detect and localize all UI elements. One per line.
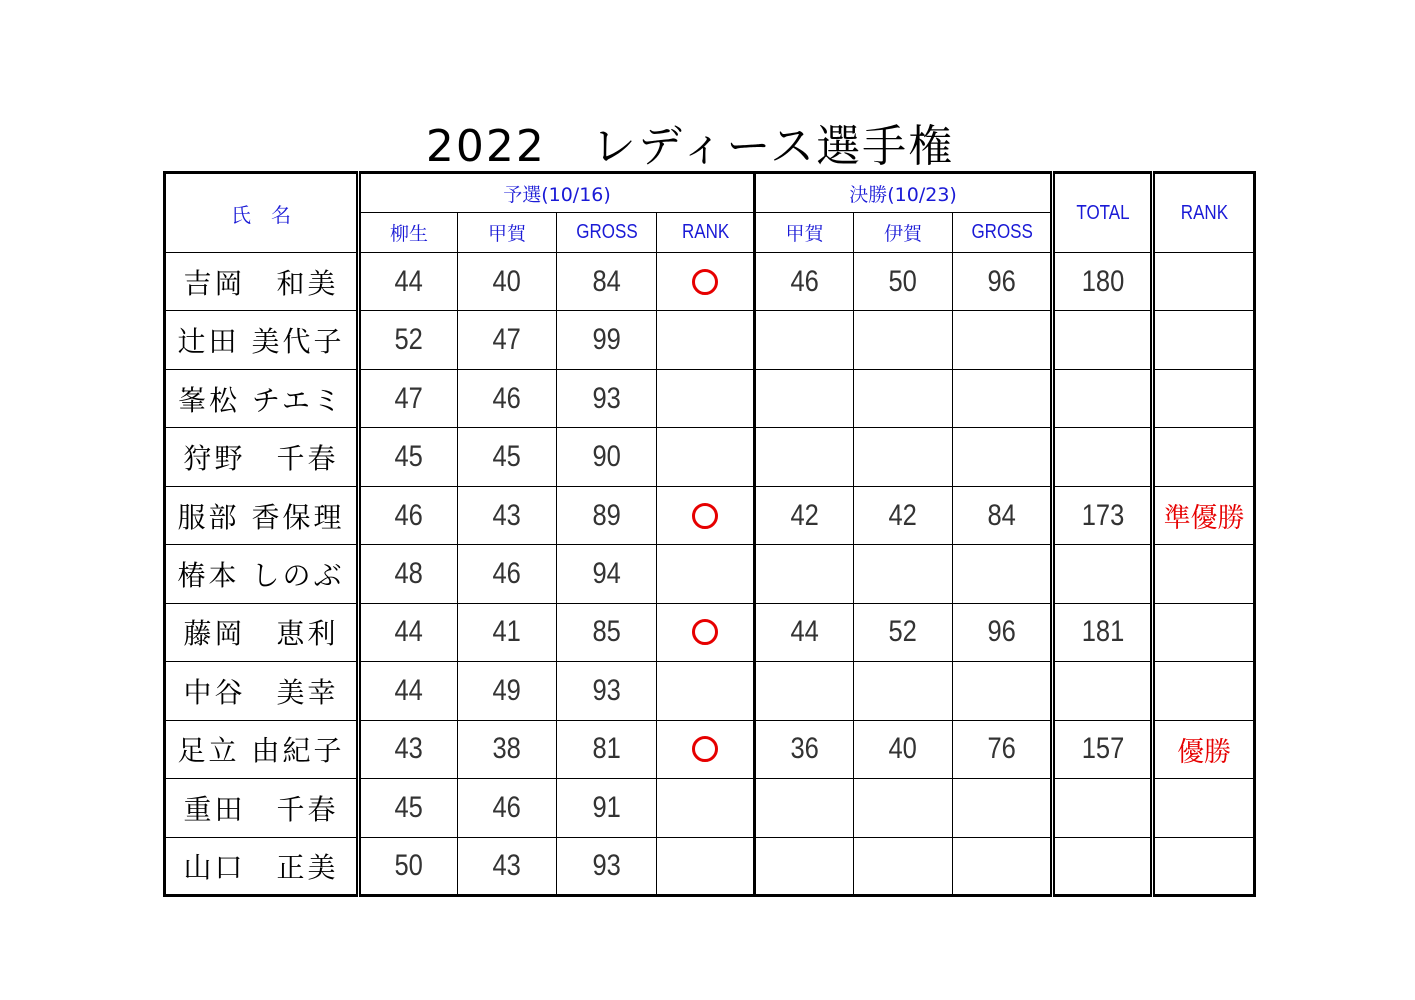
cell-final-gross	[953, 545, 1053, 603]
cell-qualifier-gross-value: 94	[592, 556, 621, 590]
cell-rank: 優勝	[1153, 720, 1255, 778]
cell-final-2-value: 50	[888, 264, 918, 298]
cell-qualifier-1-value: 44	[394, 615, 424, 649]
cell-total-value: 180	[1081, 264, 1124, 298]
cell-qualifier-gross	[557, 253, 657, 311]
cell-qualifier-2-value: 46	[492, 790, 522, 824]
cell-player-name: 峯松 チエミ	[165, 369, 359, 427]
cell-qualifier-1	[359, 253, 458, 311]
cell-final-gross	[953, 253, 1053, 311]
cell-final-1	[755, 545, 854, 603]
cell-final-gross	[953, 720, 1053, 778]
cell-final-gross	[953, 779, 1053, 837]
cell-qualifier-2-value: 47	[492, 323, 522, 357]
cell-qualifier-2	[458, 545, 557, 603]
cell-rank	[1153, 603, 1255, 661]
header-final: 決勝(10/23)	[755, 173, 1053, 213]
cell-qualifier-1	[359, 779, 458, 837]
cell-final-2	[854, 603, 953, 661]
cell-final-gross	[953, 486, 1053, 544]
cell-qualifier-gross	[557, 662, 657, 720]
cell-qualifier-1	[359, 662, 458, 720]
cell-rank	[1153, 369, 1255, 427]
cell-qualifier-1	[359, 369, 458, 427]
cell-player-name: 山口 正美	[165, 837, 359, 895]
cell-player-name: 服部 香保理	[165, 486, 359, 544]
cell-qualifier-gross	[557, 545, 657, 603]
cell-total	[1053, 720, 1153, 778]
cell-qualifier-1-value: 50	[394, 848, 424, 882]
cell-final-2	[854, 369, 953, 427]
header-q-col-2: 甲賀	[458, 213, 557, 253]
cell-qualifier-rank	[657, 311, 755, 369]
cell-qualifier-2	[458, 779, 557, 837]
cell-qualifier-gross-value: 85	[592, 615, 621, 649]
cell-final-1	[755, 662, 854, 720]
cell-player-name: 吉岡 和美	[165, 253, 359, 311]
cell-qualifier-gross-value: 93	[592, 381, 621, 415]
cell-qualifier-rank	[657, 720, 755, 778]
cell-final-1	[755, 486, 854, 544]
header-qualifier: 予選(10/16)	[359, 173, 755, 213]
cell-qualifier-2	[458, 311, 557, 369]
table-row	[165, 311, 1255, 369]
table-row	[165, 662, 1255, 720]
results-body	[165, 253, 1255, 896]
cell-total	[1053, 369, 1153, 427]
cell-qualifier-gross-value: 91	[592, 790, 621, 824]
cell-final-2	[854, 545, 953, 603]
cell-qualifier-rank	[657, 662, 755, 720]
advance-circle-icon	[692, 503, 718, 529]
cell-qualifier-1-value: 44	[394, 673, 424, 707]
cell-qualifier-1	[359, 720, 458, 778]
cell-qualifier-2	[458, 369, 557, 427]
cell-player-name: 中谷 美幸	[165, 662, 359, 720]
cell-qualifier-2-value: 46	[492, 556, 522, 590]
cell-final-2	[854, 779, 953, 837]
cell-qualifier-rank	[657, 837, 755, 895]
cell-qualifier-gross-value: 93	[592, 673, 621, 707]
table-row	[165, 486, 1255, 544]
cell-qualifier-2-value: 40	[492, 264, 522, 298]
cell-qualifier-1-value: 45	[394, 790, 424, 824]
cell-final-gross	[953, 662, 1053, 720]
cell-rank	[1153, 253, 1255, 311]
table-row	[165, 720, 1255, 778]
cell-final-gross-value: 84	[987, 498, 1016, 532]
cell-total-value: 157	[1081, 732, 1124, 766]
page-title: 2022 レディース選手権	[425, 121, 955, 172]
cell-qualifier-gross-value: 90	[592, 440, 621, 474]
cell-qualifier-gross	[557, 428, 657, 486]
advance-circle-icon	[692, 269, 718, 295]
results-table	[163, 171, 1256, 897]
header-name: 氏 名	[165, 173, 359, 253]
header-rank: RANK	[1160, 173, 1247, 253]
cell-final-gross-value: 96	[987, 615, 1016, 649]
cell-qualifier-2	[458, 253, 557, 311]
cell-qualifier-rank	[657, 779, 755, 837]
cell-rank	[1153, 545, 1255, 603]
cell-final-1-value: 44	[790, 615, 819, 649]
header-f-col-2: 伊賀	[854, 213, 953, 253]
cell-qualifier-rank	[657, 428, 755, 486]
cell-final-1	[755, 253, 854, 311]
cell-final-1-value: 42	[790, 498, 819, 532]
header-f-col-3: GROSS	[960, 213, 1045, 253]
cell-qualifier-gross	[557, 603, 657, 661]
cell-final-2-value: 40	[888, 732, 918, 766]
cell-total	[1053, 486, 1153, 544]
cell-final-gross	[953, 428, 1053, 486]
header-q-col-1: 柳生	[359, 213, 458, 253]
cell-final-1	[755, 428, 854, 486]
cell-final-2	[854, 311, 953, 369]
cell-rank	[1153, 311, 1255, 369]
cell-final-1	[755, 720, 854, 778]
cell-final-1	[755, 603, 854, 661]
cell-rank	[1153, 428, 1255, 486]
table-row	[165, 545, 1255, 603]
cell-final-1-value: 36	[790, 732, 819, 766]
cell-final-2	[854, 486, 953, 544]
cell-qualifier-1	[359, 545, 458, 603]
cell-qualifier-2-value: 46	[492, 381, 522, 415]
cell-total	[1053, 603, 1153, 661]
cell-qualifier-1-value: 52	[394, 323, 424, 357]
cell-final-2	[854, 662, 953, 720]
cell-rank	[1153, 837, 1255, 895]
cell-final-1	[755, 311, 854, 369]
cell-qualifier-1-value: 45	[394, 440, 424, 474]
cell-qualifier-2	[458, 428, 557, 486]
header-q-col-3: GROSS	[564, 213, 649, 253]
cell-qualifier-gross-value: 93	[592, 848, 621, 882]
cell-qualifier-2	[458, 720, 557, 778]
cell-total	[1053, 662, 1153, 720]
cell-qualifier-rank	[657, 486, 755, 544]
cell-qualifier-rank	[657, 545, 755, 603]
cell-player-name: 足立 由紀子	[165, 720, 359, 778]
cell-final-1	[755, 779, 854, 837]
table-row	[165, 369, 1255, 427]
cell-qualifier-2	[458, 662, 557, 720]
cell-rank	[1153, 779, 1255, 837]
cell-qualifier-1	[359, 311, 458, 369]
cell-qualifier-1-value: 46	[394, 498, 424, 532]
cell-qualifier-2-value: 43	[492, 848, 522, 882]
table-row	[165, 779, 1255, 837]
cell-qualifier-gross-value: 81	[592, 732, 621, 766]
cell-final-1-value: 46	[790, 264, 819, 298]
cell-final-2	[854, 428, 953, 486]
cell-final-gross-value: 96	[987, 264, 1016, 298]
cell-qualifier-2-value: 45	[492, 440, 522, 474]
cell-qualifier-rank	[657, 369, 755, 427]
header-f-col-1: 甲賀	[755, 213, 854, 253]
cell-qualifier-1	[359, 603, 458, 661]
cell-qualifier-gross	[557, 486, 657, 544]
cell-player-name: 重田 千春	[165, 779, 359, 837]
advance-circle-icon	[692, 619, 718, 645]
cell-player-name: 狩野 千春	[165, 428, 359, 486]
cell-qualifier-gross	[557, 369, 657, 427]
table-row	[165, 428, 1255, 486]
cell-total	[1053, 428, 1153, 486]
cell-qualifier-1-value: 47	[394, 381, 424, 415]
cell-final-gross	[953, 837, 1053, 895]
advance-circle-icon	[692, 736, 718, 762]
cell-final-gross-value: 76	[987, 732, 1016, 766]
cell-total	[1053, 779, 1153, 837]
cell-total	[1053, 837, 1153, 895]
cell-qualifier-gross-value: 99	[592, 323, 621, 357]
cell-qualifier-gross-value: 89	[592, 498, 621, 532]
cell-final-1	[755, 369, 854, 427]
cell-qualifier-2	[458, 486, 557, 544]
cell-final-gross	[953, 603, 1053, 661]
cell-qualifier-gross	[557, 837, 657, 895]
cell-final-2	[854, 720, 953, 778]
cell-player-name: 藤岡 恵利	[165, 603, 359, 661]
cell-qualifier-1-value: 44	[394, 264, 424, 298]
cell-final-2	[854, 837, 953, 895]
cell-qualifier-1	[359, 428, 458, 486]
cell-qualifier-2	[458, 603, 557, 661]
cell-qualifier-rank	[657, 253, 755, 311]
cell-qualifier-2	[458, 837, 557, 895]
cell-qualifier-2-value: 38	[492, 732, 522, 766]
cell-final-2-value: 42	[888, 498, 918, 532]
header-total: TOTAL	[1060, 173, 1145, 253]
table-row	[165, 253, 1255, 311]
cell-qualifier-1-value: 48	[394, 556, 424, 590]
cell-qualifier-gross	[557, 720, 657, 778]
cell-final-2	[854, 253, 953, 311]
cell-final-2-value: 52	[888, 615, 918, 649]
cell-qualifier-gross-value: 84	[592, 264, 621, 298]
cell-player-name: 椿本 しのぶ	[165, 545, 359, 603]
table-row	[165, 603, 1255, 661]
cell-final-gross	[953, 369, 1053, 427]
cell-qualifier-rank	[657, 603, 755, 661]
cell-final-gross	[953, 311, 1053, 369]
header-q-col-4: RANK	[664, 213, 747, 253]
cell-final-1	[755, 837, 854, 895]
table-row	[165, 837, 1255, 895]
cell-player-name: 辻田 美代子	[165, 311, 359, 369]
cell-qualifier-1	[359, 837, 458, 895]
cell-qualifier-1-value: 43	[394, 732, 424, 766]
cell-qualifier-gross	[557, 311, 657, 369]
cell-total	[1053, 253, 1153, 311]
cell-rank: 準優勝	[1153, 486, 1255, 544]
cell-qualifier-2-value: 41	[492, 615, 522, 649]
cell-rank	[1153, 662, 1255, 720]
cell-total	[1053, 311, 1153, 369]
cell-qualifier-gross	[557, 779, 657, 837]
cell-qualifier-1	[359, 486, 458, 544]
cell-qualifier-2-value: 43	[492, 498, 522, 532]
cell-total	[1053, 545, 1153, 603]
cell-total-value: 181	[1081, 615, 1124, 649]
cell-qualifier-2-value: 49	[492, 673, 522, 707]
cell-total-value: 173	[1081, 498, 1124, 532]
